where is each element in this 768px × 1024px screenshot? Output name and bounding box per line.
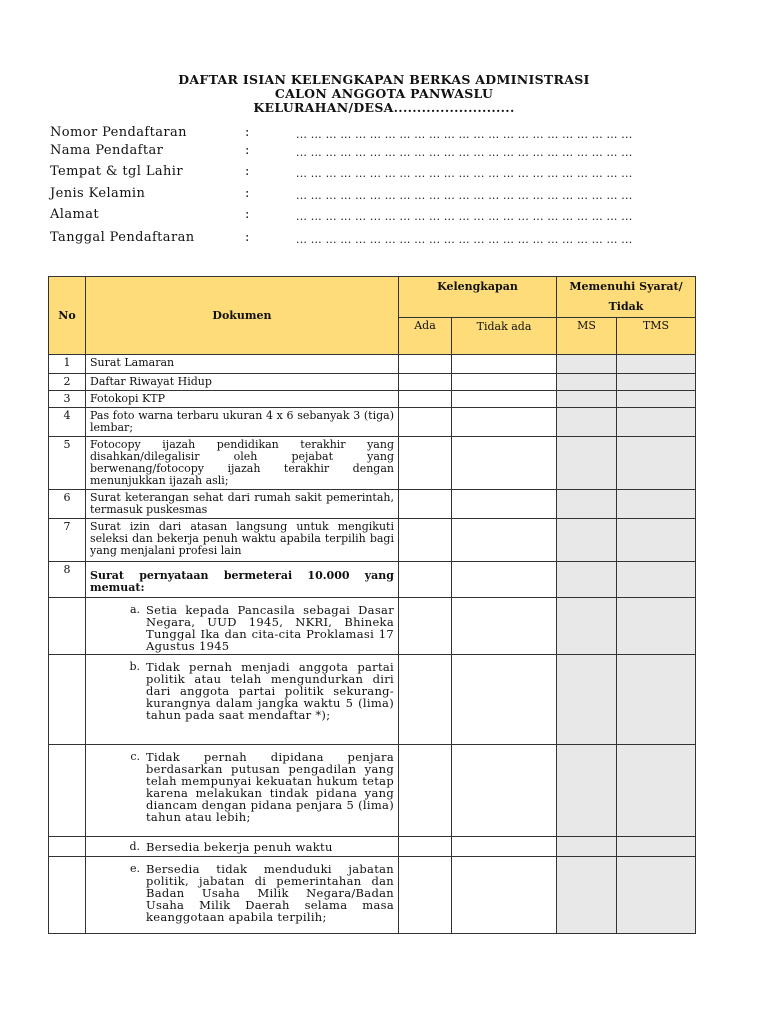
- field-colon: :: [245, 230, 250, 245]
- ada-cell[interactable]: [399, 598, 452, 655]
- ms-cell[interactable]: [557, 837, 617, 857]
- ms-cell[interactable]: [557, 374, 617, 391]
- ms-cell[interactable]: [557, 562, 617, 598]
- subitem-marker: a.: [129, 603, 140, 616]
- field-colon: :: [245, 164, 250, 179]
- ms-cell[interactable]: [557, 857, 617, 934]
- field-colon: :: [245, 125, 250, 140]
- ada-cell[interactable]: [399, 837, 452, 857]
- field-colon: :: [245, 207, 250, 222]
- table-row: [49, 391, 696, 408]
- table-row: [49, 490, 696, 519]
- ms-cell[interactable]: [557, 391, 617, 408]
- table-row: [49, 355, 696, 374]
- header-dokumen: Dokumen: [86, 277, 399, 355]
- tms-cell[interactable]: [617, 437, 696, 490]
- ada-cell[interactable]: [399, 408, 452, 437]
- row-number: 7: [49, 519, 86, 562]
- table-row: [49, 374, 696, 391]
- ada-cell[interactable]: [399, 562, 452, 598]
- tms-cell[interactable]: [617, 355, 696, 374]
- header-kelengkapan: Kelengkapan: [399, 277, 557, 318]
- field-colon: :: [245, 143, 250, 158]
- tidak-ada-cell[interactable]: [452, 408, 557, 437]
- document-name: Surat izin dari atasan langsung untuk mengikuti seleksi dan bekerja penuh waktu apabila terpilih bagi yang menjalani profesi lain: [86, 519, 399, 562]
- ms-cell[interactable]: [557, 745, 617, 837]
- form-title-line-2: CALON ANGGOTA PANWASLU: [274, 86, 494, 101]
- header-tms: TMS: [617, 318, 696, 355]
- tidak-ada-cell[interactable]: [452, 437, 557, 490]
- ms-cell[interactable]: [557, 519, 617, 562]
- field-colon: :: [245, 186, 250, 201]
- ada-cell[interactable]: [399, 391, 452, 408]
- field-dots-nama-pendaftar[interactable]: ... ... ... ... ... ... ... ... ... ... ... ... ... ... ... ... ... ... ... ... ... ... ...: [296, 146, 633, 159]
- table-subrow: [49, 655, 696, 745]
- tms-cell[interactable]: [617, 837, 696, 857]
- row-number: 4: [49, 408, 86, 437]
- document-name: Fotocopy ijazah pendidikan terakhir yang disahkan/dilegalisir oleh pejabat yang berwenang/fotocopy ijazah terakhir dengan menunjukkan ijazah asli;: [86, 437, 399, 490]
- ada-cell[interactable]: [399, 374, 452, 391]
- table-row: [49, 519, 696, 562]
- table-subrow: [49, 745, 696, 837]
- tms-cell[interactable]: [617, 598, 696, 655]
- ada-cell[interactable]: [399, 519, 452, 562]
- row-number: 5: [49, 437, 86, 490]
- tms-cell[interactable]: [617, 562, 696, 598]
- tms-cell[interactable]: [617, 391, 696, 408]
- subitem-marker: d.: [129, 840, 140, 853]
- ms-cell[interactable]: [557, 598, 617, 655]
- document-checklist-table: [48, 276, 696, 934]
- subitem-marker: e.: [129, 862, 140, 875]
- document-name: Surat pernyataan bermeterai 10.000 yang memuat:: [86, 562, 399, 598]
- field-dots-tempat-tgl-lahir[interactable]: ... ... ... ... ... ... ... ... ... ... ... ... ... ... ... ... ... ... ... ... ... ... ...: [296, 167, 633, 180]
- tidak-ada-cell[interactable]: [452, 490, 557, 519]
- tms-cell[interactable]: [617, 745, 696, 837]
- ms-cell[interactable]: [557, 490, 617, 519]
- subitem-text: Tidak pernah dipidana penjara berdasarkan putusan pengadilan yang telah mempunyai kekuatan hukum tetap karena melakukan tindak pidana yang diancam dengan pidana penjara 5 (lima) tahun atau lebih;: [146, 750, 394, 824]
- field-label-tanggal-pendaftaran: Tanggal Pendaftaran: [50, 230, 195, 245]
- ada-cell[interactable]: [399, 355, 452, 374]
- tidak-ada-cell[interactable]: [452, 598, 557, 655]
- row-number: 3: [49, 391, 86, 408]
- subitem-text: Setia kepada Pancasila sebagai Dasar Negara, UUD 1945, NKRI, Bhineka Tunggal Ika dan cita-cita Proklamasi 17 Agustus 1945: [146, 603, 394, 653]
- field-label-nama-pendaftar: Nama Pendaftar: [50, 143, 164, 158]
- ada-cell[interactable]: [399, 655, 452, 745]
- header-tidak-ada: Tidak ada: [452, 318, 557, 355]
- table-subrow: [49, 598, 696, 655]
- table-subrow: [49, 837, 696, 857]
- tms-cell[interactable]: [617, 490, 696, 519]
- header-memenuhi-syarat: Memenuhi Syarat/ Tidak: [557, 277, 696, 318]
- document-name: Fotokopi KTP: [86, 391, 399, 408]
- document-name: Surat keterangan sehat dari rumah sakit pemerintah, termasuk puskesmas: [86, 490, 399, 519]
- document-name: Pas foto warna terbaru ukuran 4 x 6 sebanyak 3 (tiga) lembar;: [86, 408, 399, 437]
- form-title-line-1: DAFTAR ISIAN KELENGKAPAN BERKAS ADMINISTRASI: [178, 72, 590, 87]
- subitem-marker: c.: [130, 750, 140, 763]
- ms-cell[interactable]: [557, 355, 617, 374]
- field-dots-jenis-kelamin[interactable]: ... ... ... ... ... ... ... ... ... ... ... ... ... ... ... ... ... ... ... ... ... ... ...: [296, 189, 633, 202]
- row-number: 2: [49, 374, 86, 391]
- tms-cell[interactable]: [617, 408, 696, 437]
- tidak-ada-cell[interactable]: [452, 745, 557, 837]
- tidak-ada-cell[interactable]: [452, 374, 557, 391]
- ms-cell[interactable]: [557, 408, 617, 437]
- table-row: [49, 408, 696, 437]
- ada-cell[interactable]: [399, 490, 452, 519]
- subitem-marker: b.: [129, 660, 140, 673]
- tidak-ada-cell[interactable]: [452, 837, 557, 857]
- table-row: [49, 437, 696, 490]
- row-number: 6: [49, 490, 86, 519]
- row-number: 8: [49, 562, 86, 598]
- field-dots-alamat[interactable]: ... ... ... ... ... ... ... ... ... ... ... ... ... ... ... ... ... ... ... ... ... ... ...: [296, 210, 633, 223]
- subitem-text: Bersedia bekerja penuh waktu: [146, 840, 333, 854]
- field-dots-tanggal-pendaftaran[interactable]: ... ... ... ... ... ... ... ... ... ... ... ... ... ... ... ... ... ... ... ... ... ... ...: [296, 233, 633, 246]
- tms-cell[interactable]: [617, 655, 696, 745]
- table-row: [49, 562, 696, 598]
- subitem-text: Tidak pernah menjadi anggota partai politik atau telah mengundurkan diri dari anggota partai politik sekurang-kurangnya dalam jangka waktu 5 (lima) tahun pada saat mendaftar *);: [146, 660, 394, 722]
- field-label-tempat-tgl-lahir: Tempat & tgl Lahir: [50, 164, 183, 179]
- row-number: 1: [49, 355, 86, 374]
- tms-cell[interactable]: [617, 857, 696, 934]
- subitem-text: Bersedia tidak menduduki jabatan politik, jabatan di pemerintahan dan Badan Usaha Milik Negara/Badan Usaha Milik Daerah selama masa keanggotaan apabila terpilih;: [146, 862, 394, 924]
- ada-cell[interactable]: [399, 857, 452, 934]
- tms-cell[interactable]: [617, 374, 696, 391]
- tidak-ada-cell[interactable]: [452, 391, 557, 408]
- ada-cell[interactable]: [399, 437, 452, 490]
- ms-cell[interactable]: [557, 655, 617, 745]
- tms-cell[interactable]: [617, 519, 696, 562]
- field-label-nomor-pendaftaran: Nomor Pendaftaran: [50, 125, 187, 140]
- header-ada: Ada: [399, 318, 452, 355]
- field-label-alamat: Alamat: [50, 207, 99, 222]
- document-name: Surat Lamaran: [86, 355, 399, 374]
- tidak-ada-cell[interactable]: [452, 355, 557, 374]
- header-ms: MS: [557, 318, 617, 355]
- document-name: Daftar Riwayat Hidup: [86, 374, 399, 391]
- tidak-ada-cell[interactable]: [452, 562, 557, 598]
- table-subrow: [49, 857, 696, 934]
- tidak-ada-cell[interactable]: [452, 857, 557, 934]
- ada-cell[interactable]: [399, 745, 452, 837]
- tidak-ada-cell[interactable]: [452, 655, 557, 745]
- form-title-line-3: KELURAHAN/DESA..........................: [253, 100, 515, 115]
- field-dots-nomor-pendaftaran[interactable]: ... ... ... ... ... ... ... ... ... ... ... ... ... ... ... ... ... ... ... ... ... ... ...: [296, 128, 633, 141]
- tidak-ada-cell[interactable]: [452, 519, 557, 562]
- field-label-jenis-kelamin: Jenis Kelamin: [50, 186, 146, 201]
- ms-cell[interactable]: [557, 437, 617, 490]
- header-no: No: [49, 277, 86, 355]
